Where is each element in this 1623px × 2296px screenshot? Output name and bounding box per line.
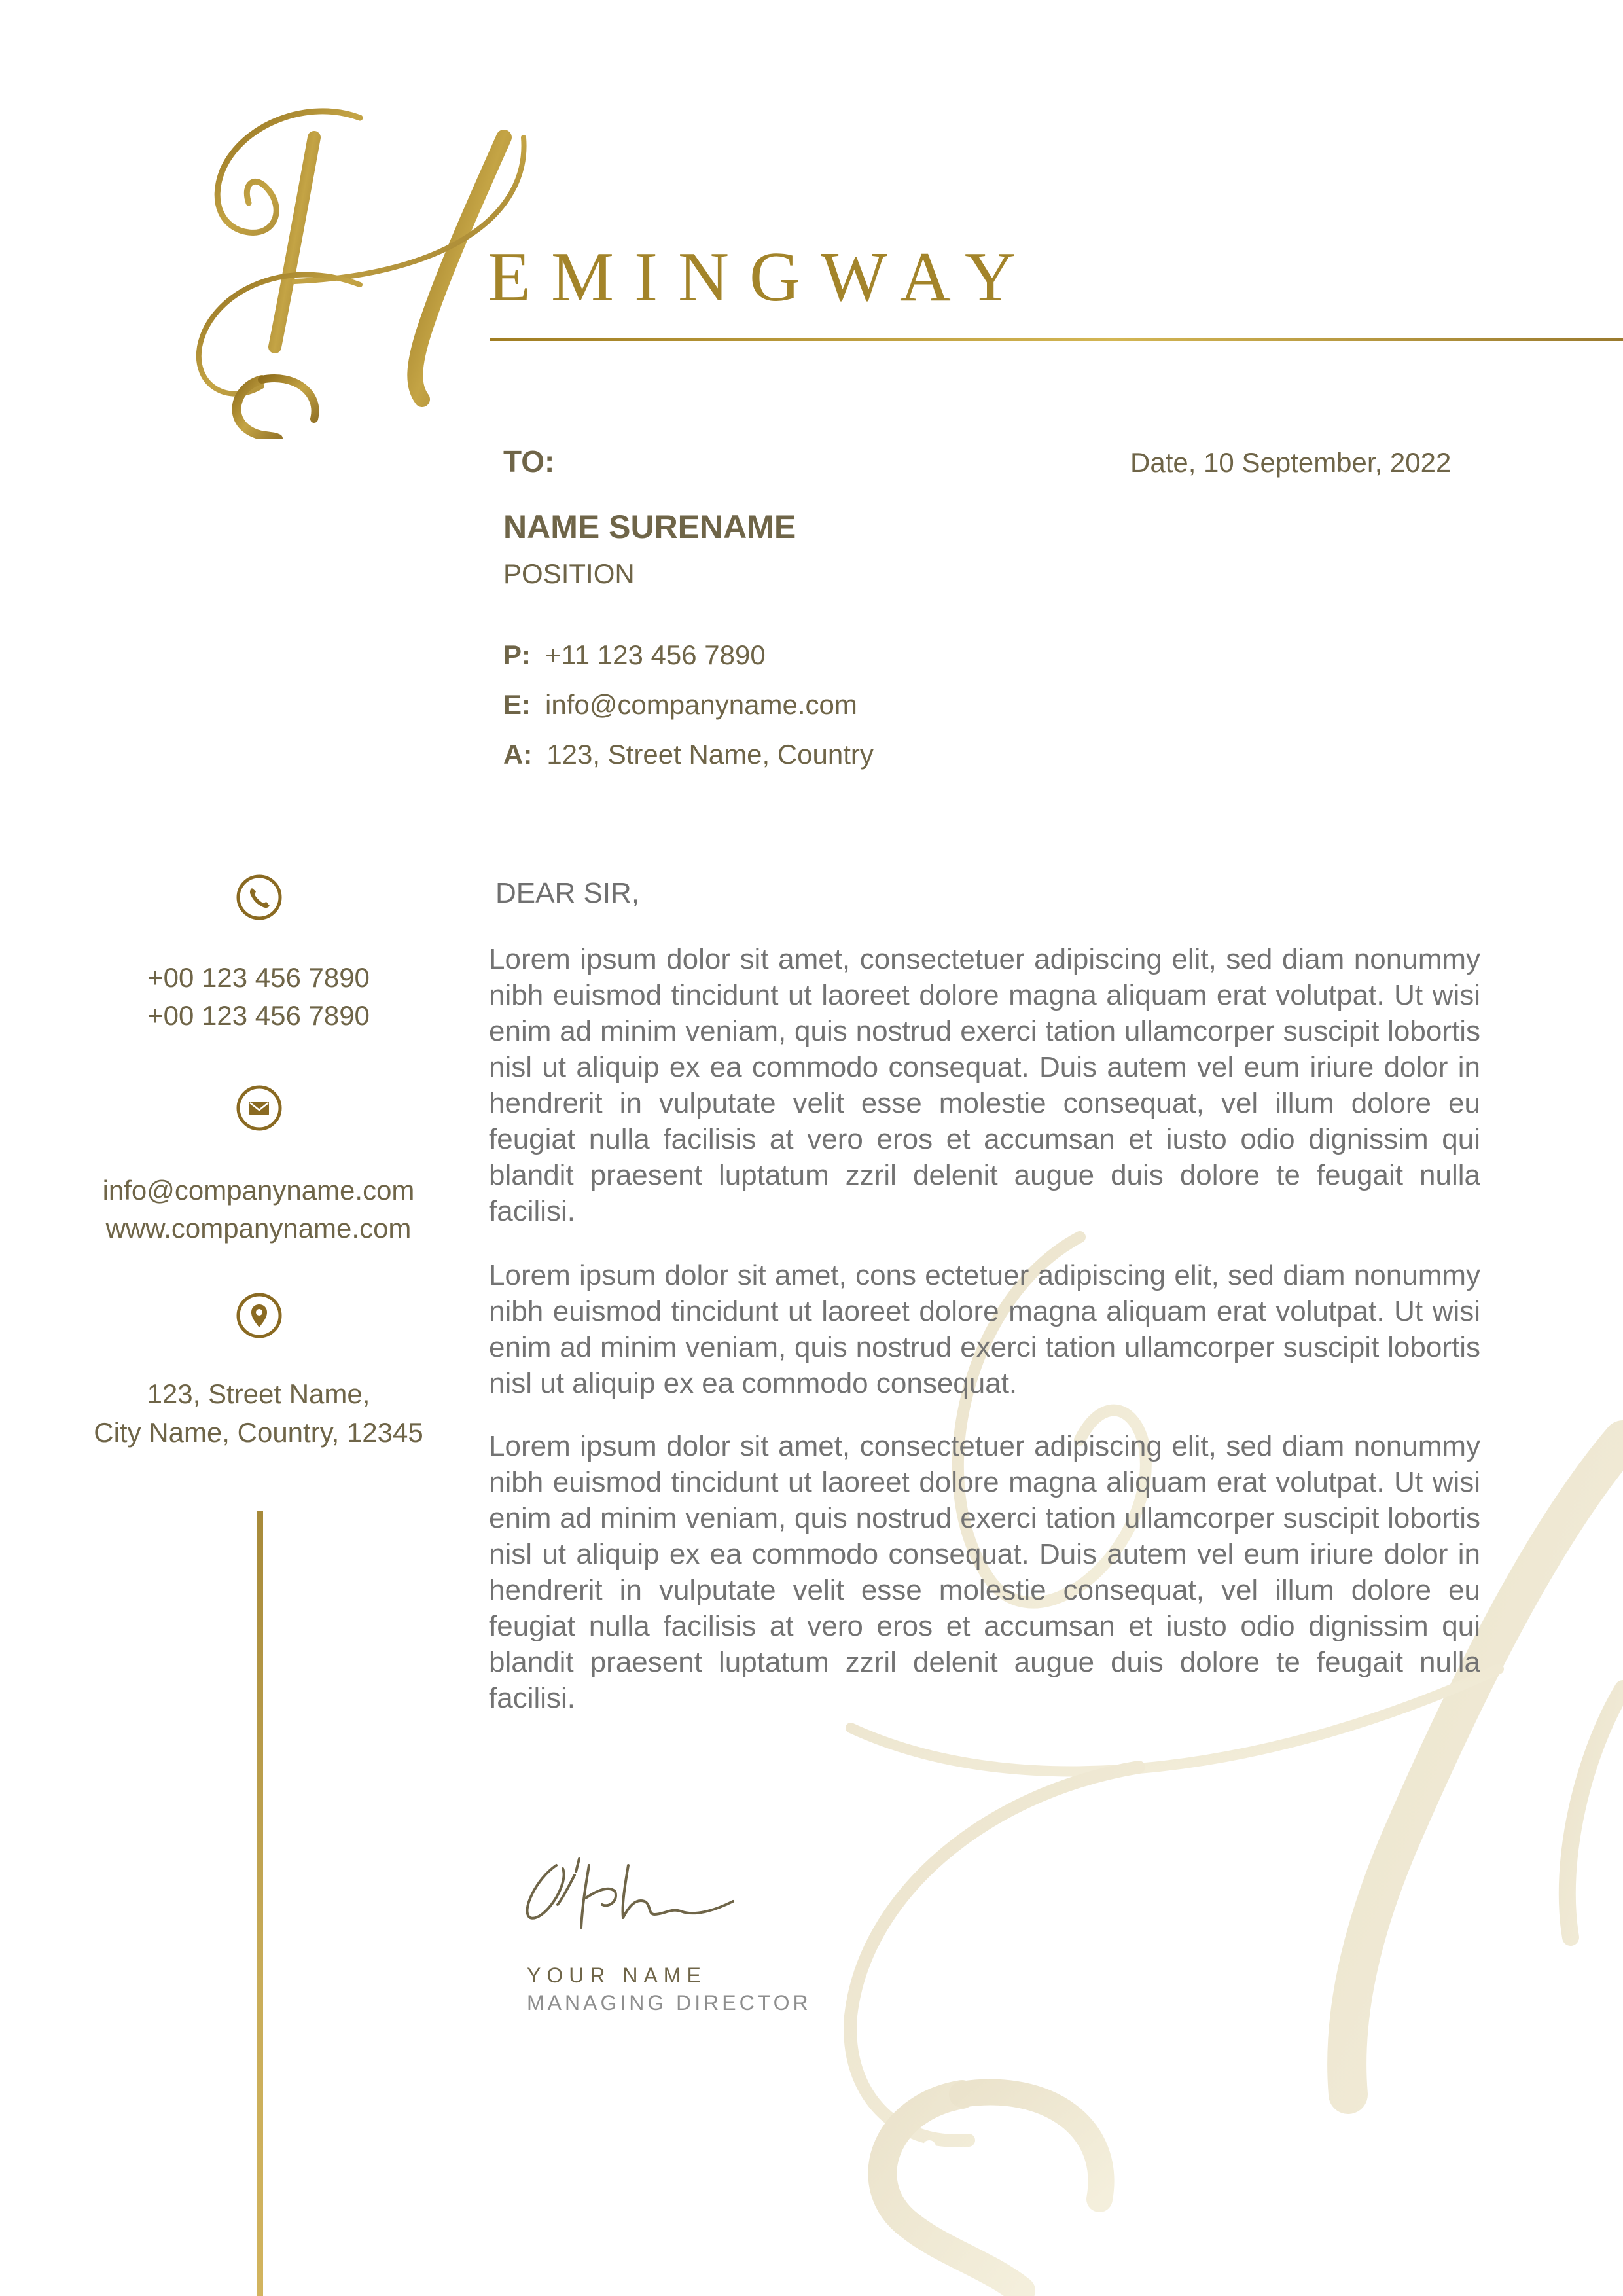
email-label: E: bbox=[503, 689, 531, 720]
to-label: TO: bbox=[503, 444, 555, 478]
brand-wordmark: EMINGWAY bbox=[488, 238, 1036, 316]
address-label: A: bbox=[503, 739, 533, 770]
recipient-phone-row bbox=[503, 639, 766, 671]
phone-label: P: bbox=[503, 639, 531, 670]
map-pin-icon bbox=[236, 1292, 283, 1339]
recipient-name: NAME SURENAME bbox=[503, 509, 796, 545]
recipient-address: 123, Street Name, Country bbox=[546, 739, 874, 770]
sidebar-email: info@companyname.com bbox=[102, 1175, 415, 1206]
recipient-address-row bbox=[503, 739, 874, 770]
monogram-h-logo-icon bbox=[164, 98, 543, 439]
recipient-phone: +11 123 456 7890 bbox=[545, 639, 766, 670]
phone-icon bbox=[236, 874, 283, 921]
signer-title: MANAGING DIRECTOR bbox=[527, 1991, 812, 2015]
header-rule bbox=[490, 338, 1623, 341]
handwritten-signature bbox=[517, 1846, 812, 1944]
salutation: DEAR SIR, bbox=[495, 877, 640, 909]
signer-name: YOUR NAME bbox=[527, 1964, 707, 1987]
body-paragraph: Lorem ipsum dolor sit amet, consectetuer adipiscing elit, sed diam nonummy nibh euismod tincidunt ut laoreet dolore magna aliquam erat volutpat. Ut wisi enim ad minim veniam, quis nostrud exerci tation ullamcorper suscipit lobortis nisl ut aliquip ex ea commodo consequat. Duis autem vel eum iriure dolor in hendrerit in vulputate velit esse molestie consequat, vel illum dolore eu feugiat nulla facilisis at vero eros et accumsan et iusto odio dignissim qui blandit praesent luptatum zzril delenit augue duis dolore te feugait nulla facilisi. bbox=[489, 943, 1480, 1227]
letter-date: Date, 10 September, 2022 bbox=[1130, 447, 1452, 478]
sidebar-phone-2: +00 123 456 7890 bbox=[147, 1000, 370, 1031]
recipient-email: info@companyname.com bbox=[545, 689, 857, 720]
recipient-email-row bbox=[503, 689, 857, 721]
recipient-position: POSITION bbox=[503, 558, 635, 589]
sidebar-address-line-2: City Name, Country, 12345 bbox=[94, 1417, 423, 1448]
sidebar-phone-1: +00 123 456 7890 bbox=[147, 962, 370, 993]
sidebar-vertical-rule bbox=[257, 1511, 263, 2296]
envelope-icon bbox=[236, 1085, 283, 1132]
sidebar-address-line-1: 123, Street Name, bbox=[147, 1378, 370, 1409]
body-paragraph: Lorem ipsum dolor sit amet, consectetuer adipiscing elit, sed diam nonummy nibh euismod tincidunt ut laoreet dolore magna aliquam erat volutpat. Ut wisi enim ad minim veniam, quis nostrud exerci tation ullamcorper suscipit lobortis nisl ut aliquip ex ea commodo consequat. Duis autem vel eum iriure dolor in hendrerit in vulputate velit esse molestie consequat, vel illum dolore eu feugiat nulla facilisis at vero eros et accumsan et iusto odio dignissim qui blandit praesent luptatum zzril delenit augue duis dolore te feugait nulla facilisi. bbox=[489, 1430, 1480, 1714]
sidebar-website: www.companyname.com bbox=[105, 1213, 412, 1244]
body-paragraph: Lorem ipsum dolor sit amet, cons ectetuer adipiscing elit, sed diam nonummy nibh euismod tincidunt ut laoreet dolore magna aliquam erat volutpat. Ut wisi enim ad minim veniam, quis nostrud exerci tation ullamcorper suscipit lobortis nisl ut aliquip ex ea commodo consequat. bbox=[489, 1259, 1480, 1399]
